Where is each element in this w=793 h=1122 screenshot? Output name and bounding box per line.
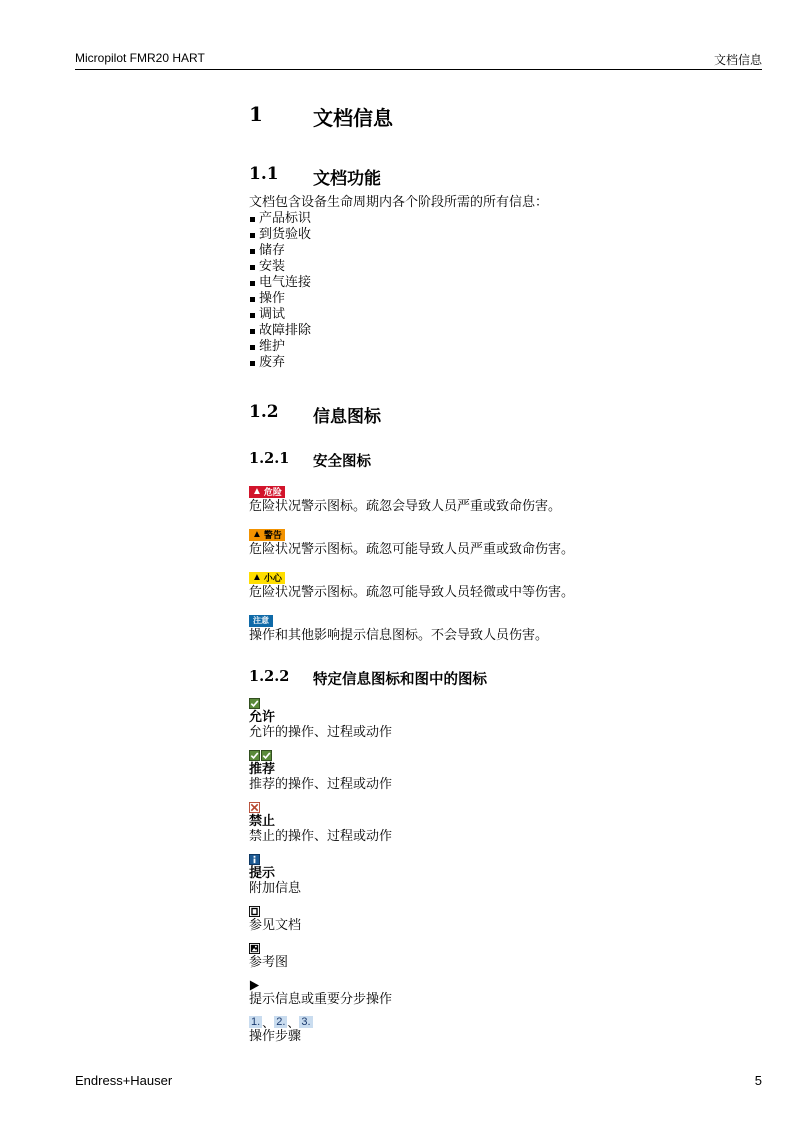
checkbox-check-icon [249, 698, 260, 709]
subsection-number: 1.2.1 [249, 450, 290, 467]
caution-text: 危险状况警示图标。疏忽可能导致人员轻微或中等伤害。 [249, 585, 575, 600]
warning-triangle-icon: ▲ [252, 486, 262, 497]
permitted-block [249, 696, 749, 741]
list-item: 废弃 [249, 355, 749, 371]
docref-block [249, 904, 749, 934]
page-content [249, 100, 749, 1052]
checkbox-cross-icon [249, 802, 260, 813]
forbidden-label: 禁止 [249, 814, 276, 829]
page-number: 5 [754, 1073, 762, 1088]
graphicref-text: 参考图 [249, 955, 289, 970]
forbidden-text: 禁止的操作、过程或动作 [249, 829, 393, 844]
list-item: 故障排除 [249, 323, 749, 339]
chapter-title: 文档信息 [313, 106, 393, 130]
chapter-heading [249, 102, 749, 131]
play-triangle-icon [249, 980, 260, 991]
preferred-block [249, 748, 749, 793]
section-number: 1.2 [249, 402, 279, 422]
list-item: 储存 [249, 243, 749, 259]
warning-block [249, 522, 749, 558]
subsection-heading-1-2-1 [249, 450, 749, 471]
danger-text: 危险状况警示图标。疏忽会导致人员严重或致命伤害。 [249, 499, 562, 514]
warning-text: 危险状况警示图标。疏忽可能导致人员严重或致命伤害。 [249, 542, 575, 557]
chapter-number: 1 [249, 102, 263, 126]
subsection-title: 特定信息图标和图中的图标 [313, 671, 487, 688]
list-item: 到货验收 [249, 227, 749, 243]
section-heading-1-1 [249, 164, 749, 189]
permitted-text: 允许的操作、过程或动作 [249, 725, 393, 740]
permitted-label: 允许 [249, 710, 276, 725]
list-item: 安装 [249, 259, 749, 275]
list-item: 电气连接 [249, 275, 749, 291]
graphicref-block [249, 941, 749, 971]
step-numbers: 1. 、 2. 、 3. [251, 1015, 311, 1030]
section-heading-1-2 [249, 402, 749, 427]
notice-block [249, 608, 749, 644]
document-reference-icon [249, 906, 260, 917]
list-item: 操作 [249, 291, 749, 307]
steps-block [249, 1015, 749, 1045]
info-icon [249, 854, 260, 865]
subsection-number: 1.2.2 [249, 668, 290, 685]
preferred-text: 推荐的操作、过程或动作 [249, 777, 393, 792]
list-item: 调试 [249, 307, 749, 323]
tip-block [249, 852, 749, 897]
intro-paragraph: 文档包含设备生命周期内各个阶段所需的所有信息： [249, 195, 549, 210]
preferred-label: 推荐 [249, 762, 276, 777]
notice-step-block [249, 978, 749, 1008]
graphic-reference-icon [249, 943, 260, 954]
section-title: 信息图标 [313, 407, 381, 427]
notice-text: 操作和其他影响提示信息图标。不会导致人员伤害。 [249, 628, 549, 643]
warning-triangle-icon: ▲ [252, 572, 262, 583]
checkbox-check-icon [249, 750, 260, 761]
danger-badge: ▲ 危险 [249, 486, 285, 498]
tip-label: 提示 [249, 866, 276, 881]
notice-step-text: 提示信息或重要分步操作 [249, 992, 393, 1007]
steps-text: 操作步骤 [249, 1029, 302, 1044]
tip-text: 附加信息 [249, 881, 302, 896]
section-number: 1.1 [249, 164, 279, 184]
step-number-3: 3. [301, 1016, 311, 1028]
danger-block [249, 479, 749, 515]
caution-badge: ▲ 小心 [249, 572, 285, 584]
checkbox-check-icon [261, 750, 272, 761]
step-number-2: 2. [276, 1016, 286, 1028]
notice-badge: 注意 [249, 615, 273, 627]
page-header [75, 49, 762, 70]
subsection-title: 安全图标 [313, 453, 371, 470]
lifecycle-list [249, 211, 749, 371]
footer-brand: Endress+Hauser [75, 1073, 173, 1088]
docref-text: 参见文档 [249, 918, 302, 933]
section-title: 文档功能 [313, 169, 381, 189]
warning-triangle-icon: ▲ [252, 529, 262, 540]
step-number-1: 1. [251, 1016, 261, 1028]
warning-badge: ▲ 警告 [249, 529, 285, 541]
header-product-name: Micropilot FMR20 HART [75, 51, 205, 65]
list-item: 维护 [249, 339, 749, 355]
header-chapter-title: 文档信息 [713, 53, 762, 67]
forbidden-block [249, 800, 749, 845]
caution-block [249, 565, 749, 601]
subsection-heading-1-2-2 [249, 668, 749, 689]
list-item: 产品标识 [249, 211, 749, 227]
